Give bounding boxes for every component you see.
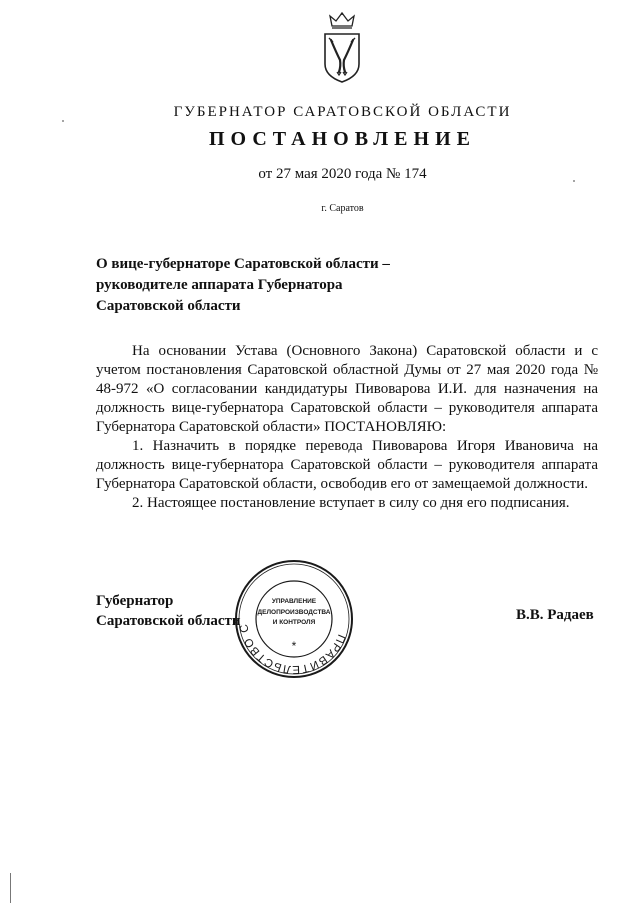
official-seal-stamp [233,558,355,680]
seal-ring-text: ПРАВИТЕЛЬСТВО С [238,622,348,676]
seal-center-line: И КОНТРОЛЯ [272,619,316,626]
seal-center-line: УПРАВЛЕНИЕ [271,598,317,605]
document-type-title: ПОСТАНОВЛЕНИЕ [209,128,476,150]
seal-star: * [291,639,297,653]
body-paragraph: На основании Устава (Основного Закона) Саратовской области и с учетом постановления Саратовской областной Думы от 27 мая 2020 года № 48-972 «О согласовании кандидатуры Пивоварова И.И. для назначения на должность вице-губернатора Саратовской области – руководителя аппарата Губернатора Саратовской области» ПОСТАНОВЛЯЮ: [96,343,598,435]
subject-line: Саратовской области [96,298,241,314]
body-paragraph: 2. Настоящее постановление вступает в силу со дня его подписания. [132,495,570,511]
document-city: г. Саратов [321,203,364,214]
document-subject [96,254,426,317]
seal-center-line: ДЕЛОПРОИЗВОДСТВА [257,609,331,616]
scan-speck [62,120,64,122]
subject-line: О вице-губернаторе Саратовской области – [96,256,390,272]
scan-speck [573,180,575,182]
document-body [96,342,598,513]
coat-of-arms-icon [320,12,364,84]
subject-line: руководителе аппарата Губернатора [96,277,343,293]
signatory-position-line: Губернатор [96,593,174,609]
issuing-authority: ГУБЕРНАТОР САРАТОВСКОЙ ОБЛАСТИ [173,104,512,120]
body-paragraph: 1. Назначить в порядке перевода Пивоварова Игоря Ивановича на должность вице-губернатора Саратовской области – руководителя аппарата Губернатора Саратовской области, освободив его от замещаемой должности. [96,438,598,492]
signatory-position-line: Саратовской области [96,613,241,629]
scan-margin-mark [10,873,11,903]
signatory-position [96,591,241,631]
signatory-name: В.В. Радаев [516,607,594,623]
document-date-number: от 27 мая 2020 года № 174 [258,166,427,182]
